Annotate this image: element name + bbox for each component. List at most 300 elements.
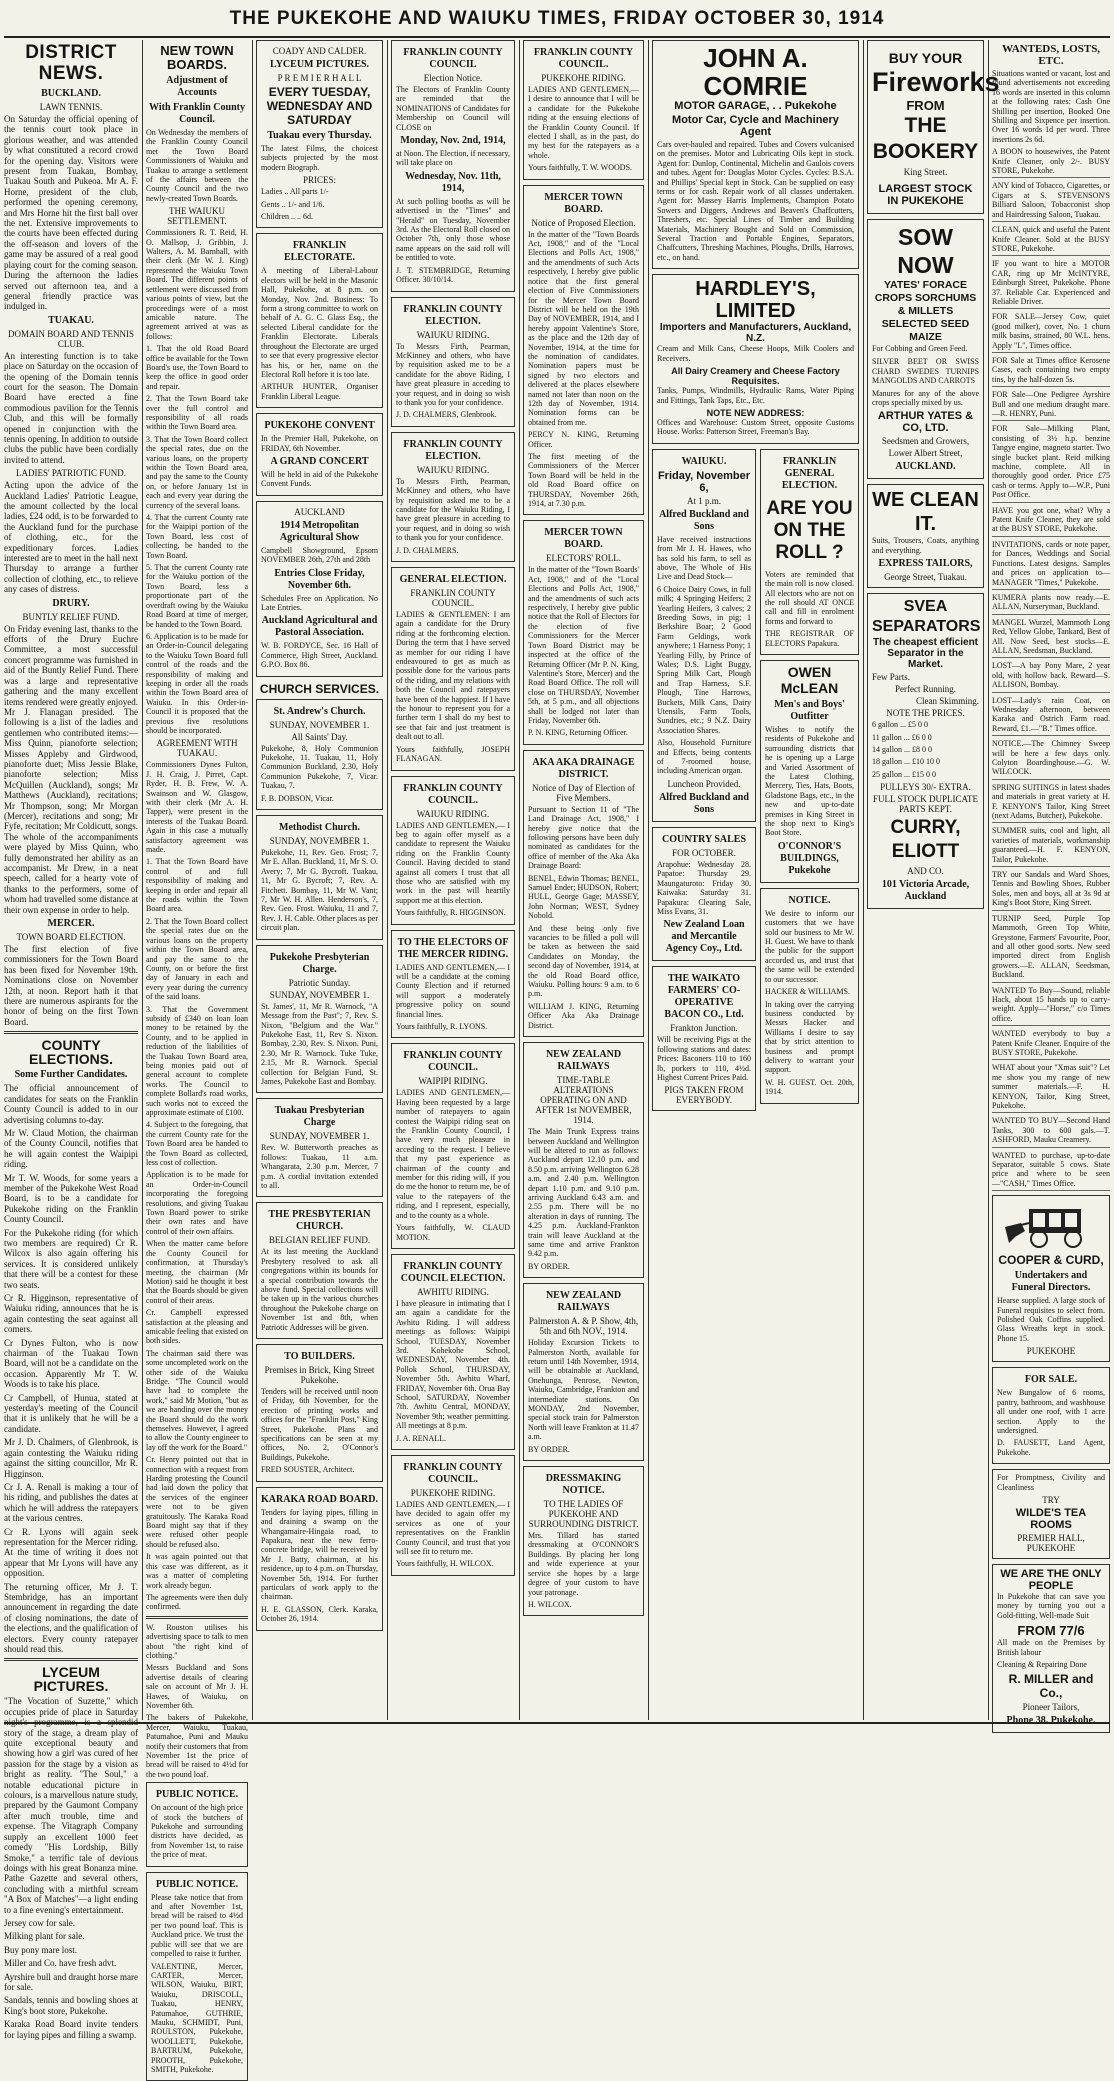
county-text: Cr Dynes Fulton, who is now chairman of the Tuakau Town Board, will not be a candidate on the occasion. Apparently Mr T. W. Woods is to take his place. (4, 1337, 138, 1390)
classified-ad: MANGEL Wurzel, Mammoth Long Red, Yellow Globe, Tankard, Best of All. Now Seed, best stocks—E. ALLAN, Seedsman, Buckland. (992, 618, 1110, 659)
tea-rooms-address: PREMIER HALL, PUKEKOHE (1017, 1532, 1085, 1553)
church-date: SUNDAY, NOVEMBER 1. (269, 719, 370, 730)
hardley-line: Cream and Milk Cans, Cheese Hoops, Milk Coolers and Receivers. (657, 344, 854, 363)
article-paragraph: 4. Subject to the foregoing, that the current County rate for the Town Board area be handed to the Town Board as collected, less cost of collection. (146, 1120, 248, 1168)
karaka-road-board-signature: H. E. GLASSON, Clerk. Karaka, October 26, 1914. (261, 1604, 378, 1624)
cooper-curd-sub: Undertakers and Funeral Directors. (1011, 1270, 1091, 1294)
candidate-ad-riding: AWHITU RIDING. (417, 1286, 489, 1297)
article-paragraph: Commissioners Dynes Fulton, J. H. Craig, J. Pirret, Capt. Ryder, H. B. Frew, W. A. Swainson and W. Glasgow, with their clerk (Mr A. H. Tapper), were present in the interests of the Tuakau Board. Again in this case a mutually satisfactory agreement was made. (146, 760, 248, 855)
article-paragraph: 4. That the current County rate for the Waipipi portion of the Town Board, less cost of collecting, be handed to the Town Board. (146, 513, 248, 560)
notice-text: LADIES AND GENTLEMEN,— I desire to announce that I will be a candidate for the Pukekohe riding at the ensuing elections of the Franklin County Council. If elected I shall, as in the past, do my best for the ratepayers as a whole. (528, 85, 639, 160)
dressmaking-text: Mrs. Tillard has started dressmaking at O'CONNOR'S Buildings. By placing her long and wide experience at your service she hopes by a large degree of your custom to have your patronage. (528, 1531, 639, 1597)
lyceum-ad-price: Ladies .. All parts 1/- (261, 187, 329, 197)
church-text: St. James', 11, Mr R. Warnock, "A Message from the Past"; 7, Rev. S. Nixon, "Belgium and the War." Pukekohe East, 11, Rev S. Nixon. Bombay, 2.30, Rev. S. Nixon. Puni, 2.30, Mr R. Warnock. Tuke Tuke, 2.15, Mr R. Warnock. Special collection for Belgian Fund, St. James, Pukekohe East and Bombay. (261, 1001, 378, 1086)
ladies-fund-heading: LADIES' PATRIOTIC FUND. (15, 468, 127, 479)
article-paragraph: Cr. Henry pointed out that in connection with a request from Harding protesting the Council had laid down the policy that the services of the engineer were not to be given gratuitously. The Karaka Road Board might say that if they were refused other people should be refused also. (146, 1455, 248, 1549)
sale-time: At 1 p.m. (686, 495, 721, 506)
hardley-sub: Importers and Manufacturers, Auckland, N.Z. (659, 322, 852, 345)
dressmaking-sub: TO THE LADIES OF PUKEKOHE AND SURROUNDING DISTRICT. (528, 1499, 639, 1530)
miller-made: All made on the Premises by British labour (997, 1638, 1105, 1657)
candidate-ad-text: I have pleasure in intimating that I am again a candidate for the Awhitu Riding. I will address meetings as follows: Waipipi School, TUESDAY, November 3rd. Kohekohe School, WEDNESDAY, November 4th. Pollok School, THURSDAY, November 5th. Awhitu Wharf, FRIDAY, November 6th. Orua Bay School, SATURDAY, November 7th. Awhitu Central, MONDAY, November 9th; weather permitting. All meetings at 8 p.m. (396, 1298, 510, 1431)
waiuku-settlement-heading: THE WAIUKU SETTLEMENT. (167, 206, 227, 227)
dressmaking-heading: DRESSMAKING NOTICE. (545, 1473, 622, 1497)
notice-signature: P. N. KING, Returning Officer. (528, 728, 628, 738)
masthead-rule (4, 36, 1110, 38)
comrie-sub: MOTOR GARAGE, . . Pukekohe (674, 100, 837, 112)
show-ad-text: Campbell Showground, Epsom NOVEMBER 26th, 27th and 28th (261, 545, 378, 565)
svea-price: 11 gallon ... £6 0 0 (872, 732, 932, 742)
election-notice-heading: FRANKLIN COUNTY COUNCIL (403, 47, 503, 70)
column-county-election-ads (391, 40, 515, 1720)
article-paragraph: 2. That the Town Board take over the full control and responsibility of all roads within the Town Board area. (146, 394, 248, 432)
wanteds-intro: Situations wanted or vacant, lost and found advertisements not exceeding 16 words are inserted in this column at the following rates: Cash One Shilling per insertion, Booked One Shilling and Sixpence per insertion. Over 16 words 1d per word. Three insertions 2s 6d. (992, 69, 1110, 144)
candidate-ad-signature: Yours faithfully, R. LYONS. (396, 1022, 488, 1031)
candidate-ad-riding: WAIUKU RIDING. (416, 464, 490, 475)
bottom-rule (4, 1722, 1110, 1724)
church-text: Pukekohe, 8, Holy Communion Pukekohe, 11. Tuakau, 11, Holy Communion Buckland, 2.30, Holy Communion Pukekohe, 7, Vicar. Tuakau, 7. (261, 743, 378, 791)
classified-ad: IF you want to hire a MOTOR CAR, ring up Mr McINTYRE, Edinburgh Street, Pukekohe. Phone 37. Reliable Car. Experienced and Reliable Driver. (992, 259, 1110, 309)
candidate-ad-signature: Yours faithfully, JOSEPH FLANAGAN. (396, 744, 510, 764)
bungalow-signature: D. FAUSETT, Land Agent, Pukekohe. (997, 1438, 1105, 1457)
lyceum-ad-tuakau: Tuakau every Thursday. (267, 130, 372, 141)
svea-feature: Clean Skimming. (916, 696, 979, 707)
election-notice-sub: Election Notice. (423, 73, 483, 83)
classified-ad: INVITATIONS, cards or note paper, for Dances, Weddings and Social Functions. Latest designs. Samples and prices on application to—MANAGER "Times," Pukekohe. (992, 540, 1110, 590)
church-text: Pukekohe, 11, Rev. Geo. Frost; 7, Mr E. Allan. Buckland, 11, Mr S. O. Avery; 7, Mr G. Bycroft. Tuakau, 11, Mr G. Bycroft; 7, Rev. A. Fitchett. Bombay, 11, Mr W. Vant; 7, Mr W. H. Allen. Henderson's, 7, Rev. Geo. Frost. Waiuku, 11 and 7, Rev. J. H. Cable. Other places as per circuit plan. (261, 848, 378, 933)
yates-crops: YATES' FORACE CROPS SORCHUMS & MILLETS SELECTED SEED MAIZE (874, 279, 977, 343)
classified-ad: SUMMER suits, cool and light, all varieties of materials, workmanship guaranteed.—H. F. KENYON, Tailor, Pukekohe. (992, 826, 1110, 867)
curry-eliott-address: 101 Victoria Arcade, Auckland (881, 879, 970, 903)
svea-sub: The cheapest efficient Separator in the Market. (872, 637, 979, 671)
tuakau-heading: TUAKAU. (48, 314, 94, 326)
classified-ad: CLEAN, quick and useful the Patent Knife Cleaner. Sold at the BUSY STORE, Pukekohe. (992, 225, 1110, 256)
lyceum-ad-price: Gents .. 1/- and 1/6. (261, 199, 325, 209)
classified-ad: WANTED To Buy—Sound, reliable Hack, about 15 hands up to carry-weight. Apply—"Horse," c/o Times office. (992, 986, 1110, 1027)
church-signature: F. B. DOBSON, Vicar. (261, 793, 334, 803)
yates-company: ARTHUR YATES & CO, LTD. (877, 410, 974, 435)
yates-manures: Manures for any of the above crops specially mixed by us. (872, 388, 979, 408)
article-paragraph: Application is to be made for an Order-in-Council incorporating the foregoing resolutions, and giving Tuakau Town Board power to strike their own rates and have control of their own affairs. (146, 1170, 248, 1236)
candidate-ad-signature: Yours faithfully, H. WILCOX. (396, 1559, 494, 1569)
notice-heading: AKA AKA DRAINAGE DISTRICT. (532, 756, 635, 780)
show-ad-city: AUCKLAND (294, 506, 345, 517)
brief-note: Jersey cow for sale. (4, 1917, 75, 1928)
candidate-names: BENEL, Edwin Thomas; BENEL, Samuel Ender; HUDSON, Robert; HULL, George Gage; MASSEY, John Norman; WEST, Sydney Nobold. (528, 873, 639, 921)
lyceum-pictures-text: "The Vocation of Suzette," which occupies pride of place in Saturday night's programme, is a splendid story of the stage, a dream play of quite exceptional beauty and showing how a girl was cured of her passion for the stage by a vision as bright as reality. "The Soul," a notable educational picture in colours, is a marvellous nature study, prepared by the Gaumont Company after much trouble, time and expense. The Vitagraph Company supply an excellent 1000 feet comedy "His Lordship, Billy Smoke," a terrific tale of devious doings with his great Bonanza mine. Pathe Gazette and several others, concluding with a mirthful scream "A Box of Matches"—a light ending to a fine evening's entertainment. (4, 1696, 138, 1915)
mercer-subheading: TOWN BOARD ELECTION. (16, 932, 126, 943)
notice-heading: FRANKLIN COUNTY COUNCIL. (533, 47, 634, 70)
classified-ad: LOST—A bay Pony Mare, 2 year old, with hollow back. Reward—S. ALLISON, Bombay. (992, 661, 1110, 692)
brief-note: Ayrshire bull and draught horse mare for sale. (4, 1971, 138, 1992)
brief-note: The bakers of Pukekohe, Mercer, Waiuku, Tuakau, Patumahoe, Puni and Mauku notify their customers that from November 1st the price of bread will be raised to 4½d for the two pound loaf. (146, 1713, 248, 1779)
drury-text: On Friday evening last, thanks to the efforts of the Drury Euchre Committee, a most successful concert programme was furnished in aid of the Buntly Relief Fund. There was a large and representative gathering and the many excellent items rendered were greatly enjoyed. Mr J. Flanagan presided. The following is a list of the ladies and gentlemen who contributed items:—Miss Quinn, pianoforte selection; Misses Appleby and Girdwood, pianoforte duet; Miss Jessie Blake, pianoforte selection; Miss McQuillen (Auckland), songs; Mr Matthews (Auckland), recitations; Mr Thompson, song; Mr Morgan (Mercer), recitations and song; Mr Fyfe, recitation; Mr Coldicutt, songs. The whole of the accompaniments were played by Miss Quinn, who fully demonstrated her ability as an accompanist. Mr Drew, in a neat speech, called for a hearty vote of thanks to the performers, some of whom had travelled some distance at their own expense in order to help. (4, 623, 138, 915)
country-sales-sub: FOR OCTOBER. (672, 847, 736, 858)
classified-ad: NOTICE.—The Chimney Sweep will be here a few days only. Colyton Boardinghouse.—G. W. WILCOCK. (992, 739, 1110, 780)
lyceum-ad-title: LYCEUM PICTURES. (269, 59, 370, 70)
masthead: THE PUKEKOHE AND WAIUKU TIMES, FRIDAY OCTOBER 30, 1914 (229, 8, 885, 29)
election-notice-signature: J. T. STEMBRIDGE, Returning Officer. 30/10/14. (396, 265, 510, 285)
church-heading: Tuakau Presbyterian Charge (274, 1105, 365, 1129)
show-ad-title: 1914 Metropolitan Agricultural Show (279, 519, 360, 543)
public-notice-heading: PUBLIC NOTICE. (155, 1878, 239, 1890)
fireworks-title: Fireworks (872, 67, 1000, 97)
article-paragraph: 6. Application is to be made for an Order-in-Council delegating to the Waiuku Town Board full control of the roads and the responsibility of making and keeping in order all the roads within the Town Board area of Waiuku. In this Order-in-Council it is proposed that the previous five resolutions should be incorporated. (146, 631, 248, 735)
lyceum-ad-days: EVERY TUESDAY, WEDNESDAY AND SATURDAY (266, 85, 373, 127)
notice-sub: PUKEKOHE RIDING. (541, 73, 626, 83)
yates-address: Lower Albert Street, (888, 448, 963, 459)
church-text: At its last meeting the Auckland Presbytery resolved to ask all congregations within its bounds for a special contribution towards the above fund. Special collections will be taken up in the various churches throughout the Pukekohe charge on November 1st and 8th, when Patriotic Addresses will be given. (261, 1247, 378, 1332)
sale-list: 6 Choice Dairy Cows, in full milk; 4 Springing Heifers; 2 Yearling Heifers, 3 calves; 2 Breeding Sows, in pig; 1 Berkshire Boar; 2 Good Farm Geldings, work anywhere; 1 Harness Pony; 1 Yearling Filly, by Prince of Wales; D.S. Light Buggy, Spring Milk Cart, Plough and Trap Harness, S.F. Plough, Tine Harrows, Buckets, Milk Cans, Dairy Utensils, Farm Tools, Sundries, etc.; 9 N.Z. Dairy Association Shares. (657, 584, 751, 735)
classified-ad: FOR Sale at Times office Kerosene Cases, each containing two empty tins, by the half-dozen 5s. (992, 356, 1110, 387)
sale-lunch: Luncheon Provided. (667, 778, 741, 789)
town-boards-subheading: Adjustment of Accounts (166, 75, 228, 98)
church-date: SUNDAY, NOVEMBER 1. (269, 1131, 370, 1142)
owen-mclean-text: Wishes to notify the residents of Pukekohe and surrounding districts that he is opening up a Large and Varied Assortment of the Latest Clothing, Mercery, Ties, Hats, Boots, Gladstone Bags, etc., in the new and up-to-date premises in King Street in the shop next to King's Boot Store. (765, 724, 854, 838)
clean-it-text: Suits, Trousers, Coats, anything and everything. (872, 536, 979, 555)
candidate-ad-riding: WAIPIPI RIDING. (418, 1076, 488, 1087)
bookery-name: THE BOOKERY (872, 114, 979, 163)
candidate-ad-text: LADIES AND GENTLEMEN,— Having been requested by a large number of ratepayers to again contest the Waipipi riding seat on the Franklin County Council, I have very much pleasure in acceding to the request. I believe that my past experience as chairman of the county and member for this riding will, if you do me the honor to return me, be of value to the ratepayers of the riding, and I represent, especially, and to the county as a whole. (396, 1088, 510, 1220)
bungalow-heading: FOR SALE. (1024, 1374, 1078, 1386)
svea-feature: Few Parts. (872, 672, 910, 683)
lyceum-ad-prices-heading: PRICES: (302, 175, 336, 186)
builders-heading: TO BUILDERS. (284, 1351, 355, 1363)
church-subheading: All Saints' Day. (291, 731, 348, 742)
drury-heading: DRURY. (52, 597, 90, 609)
show-ad-entries: Entries Close Friday, November 6th. (274, 567, 365, 591)
carrier-notice-signature: W. H. GUEST. Oct. 20th, 1914. (765, 1077, 854, 1097)
brief-note: Messrs Buckland and Sons advertise details of clearing sale on account of Mr J. H. Hawes, of Waiuku, on November 6th. (146, 1663, 248, 1710)
karaka-road-board-heading: KARAKA ROAD BOARD. (261, 1493, 378, 1505)
miller-phone: Phone 38. Pukekohe. (1006, 1715, 1096, 1727)
railways-text: Holiday Excursion Tickets to Palmerston North, available for return until 14th November, 1914, will be obtainable at Auckland, Onehunga, Penrose, Newton, Waiuku, Cambridge, Frankton and intermediate stations. On MONDAY, 2nd November, special stock train for Palmerston North will leave Frankton at 11.47 a.m. (528, 1338, 639, 1442)
show-ad-association: Auckland Agricultural and Pastoral Association. (261, 615, 378, 639)
roll-question: ARE YOU ON THE ROLL ? (766, 497, 853, 563)
sow-now-title: SOW NOW (897, 224, 954, 278)
county-text: Cr R. Lyons will again seek representation for the Mercer riding. At the time of writing it does not appear that Mr Lyons will have any opposition. (4, 1526, 138, 1579)
tuakau-text: An interesting function is to take place on Saturday on the occasion of the opening of the Domain tennis court for the season. The Domain Board have erected a fine commodious pavilion for the Tennis Club, and this will be formally opened in conjunction with the tennis opening. In addition to outside clubs the public have been cordially invited to attend. (4, 350, 138, 465)
lawn-tennis-heading: LAWN TENNIS. (39, 102, 103, 112)
cooper-curd-name: COOPER & CURD, (998, 1253, 1104, 1268)
miller-sub: Pioneer Tailors, (1022, 1702, 1080, 1713)
column-display-ads (867, 40, 1000, 1720)
classified-ad: WHAT about your "Xmas suit"? Let me show you my range of new summer materials.—F. H. KENYON, Tailor, King Street, Pukekohe. (992, 1063, 1110, 1113)
candidate-ad-text: LADIES & GENTLEMEN: I am again a candidate for the Drury riding at the forthcoming election. During the term that I have served as member for our riding I have endeavoured to get as much as possible done for the various parts of the riding, and my relations with both the Council and ratepayers have been of the happiest. If I have the honour to represent you for a further term I shall do my best to see that fair and just treatment is dealt out to all. (396, 610, 510, 742)
candidate-ad-riding: WAIUKU RIDING. (416, 329, 490, 340)
sale-date: Friday, November 6, (657, 469, 751, 494)
column-ads-churches (256, 40, 383, 1720)
church-subheading: BELGIAN RELIEF FUND. (268, 1235, 371, 1246)
tuakau-agreement-heading: AGREEMENT WITH TUAKAU. (156, 738, 238, 759)
railways-text: The Main Trunk Express trains between Auckland and Wellington will be altered to run as follows: Auckland depart 12.10 p.m. and 8.50 p.m. arriving Wellington 6.28 a.m. and 2.40 p.m. Wellington depart 1.10 p.m. and 9.10 p.m. arriving Auckland 6.43 a.m. and 2.55 p.m. There will be no alteration in days of running. The 4.25 p.m. Auckland-Frankton train will leave Auckland at the same time and arrive Frankton 9.42 p.m. (528, 1127, 639, 1259)
svea-prices-heading: NOTE THE PRICES. (886, 708, 965, 719)
bacon-co-sub: Frankton Junction. (670, 1023, 738, 1034)
bungalow-text: New Bungalow of 6 rooms, pantry, bathroom, and washhouse all under one roof, with 1 acre section. Apply to the undersigned. (997, 1388, 1105, 1435)
hardley-text: Tanks, Pumps, Windmills, Hydraulic Rams, Water Piping and Fittings, Tank Taps, Etc., Etc. (657, 386, 854, 405)
candidate-ad-heading: FRANKLIN COUNTY COUNCIL. (403, 1050, 503, 1074)
sale-signature: Alfred Buckland and Sons (659, 791, 749, 815)
candidate-ad-heading: FRANKLIN COUNTY COUNCIL. (403, 782, 503, 806)
classified-ad: LOST—Lady's rain Coat, on Wednesday afternoon, between Karaka and Ostrich Farm road. Reward, £1.—"B." Times office. (992, 696, 1110, 737)
classified-ad: SPRING SUITINGS in latest shades and materials in great variety at H. F. KENYON'S Tailor, King Street (next Adams, Butcher), Pukekohe. (992, 783, 1110, 824)
nomination-close-date: Monday, Nov. 2nd, 1914, (400, 135, 506, 147)
general-election-text: Voters are reminded that the main roll is now closed. All electors who are not on the roll should AT ONCE call and fill in enrolment forms and forward to (765, 569, 854, 626)
classified-ad: WANTED TO BUY—Second Hand Tanks, 300 to 600 gals.—T. ASHFORD, Mauku Creamery. (992, 1116, 1110, 1147)
general-election-heading: FRANKLIN GENERAL ELECTION. (781, 455, 838, 491)
article-paragraph: It was again pointed out that this case was different, as it was a matter of completing work already begun. (146, 1552, 248, 1590)
convent-concert-sub: Will be held in aid of the Pukekohe Convent Funds. (261, 469, 378, 489)
yates-seeds-list: SILVER BEET OR SWISS CHARD SWEDES TURNIPS MANGOLDS AND CARROTS (872, 357, 979, 386)
article-paragraph: On Wednesday the members of the Franklin County Council met the Town Board Commissioners of Waiuku and Tuakau to arrange a settlement of the affairs between the County Council and the two newly-created Town Boards. (146, 128, 248, 203)
miller-text: In Pukekohe that can save you money by turning you out a Gold-fitting, Well-made Suit (997, 1591, 1105, 1620)
church-subheading: Patriotic Sunday. (288, 977, 351, 988)
fireworks-buy: BUY YOUR (888, 50, 963, 66)
classified-ad: A BOON to housewives, the Patent Knife Cleaner, only 2/-. BUSY STORE, Pukekohe. (992, 147, 1110, 178)
article-paragraph: When the matter came before the County Council for confirmation, at Thursday's meeting, the chairman (Mr Motion) said he thought it best that the Boards should be given control of their areas. (146, 1239, 248, 1305)
railways-heading: NEW ZEALAND RAILWAYS (545, 1049, 622, 1073)
hearse-illustration (1001, 1203, 1101, 1249)
notice-signature: WILLIAM J. KING, Returning Officer Aka Aka Drainage District. (528, 1001, 639, 1030)
county-text: Cr R. Higginson, representative of Waiuku riding, announces that he is again contesting the seat against all comers. (4, 1293, 138, 1335)
yates-city: AUCKLAND. (895, 461, 956, 473)
svea-pulleys: PULLEYS 30/- EXTRA. (880, 782, 971, 793)
carrier-notice-heading: NOTICE. (788, 894, 831, 906)
convent-concert-text: In the Premier Hall, Pukekohe, on FRIDAY, 6th November. (261, 434, 378, 453)
franklin-electorate-signature: ARTHUR HUNTER, Organiser Franklin Liberal League. (261, 382, 378, 401)
country-sales-text: Arapohue: Wednesday 28. Papatoe: Thursday 29. Maungaturoto: Friday 30. Kaiwaka: Saturday 31. Papakura: Clearing Sale, Miss Evans, 31. (657, 859, 751, 916)
notice-heading: MERCER TOWN BOARD. (544, 191, 623, 215)
candidate-ad-signature: J. A. RENALL. (396, 1433, 446, 1443)
wanteds-list (992, 147, 1110, 1191)
notice-text: The first meeting of the Commissioners of the Mercer Town Board will be held in the old Road Board office on THURSDAY, November 26th, 1914, at 7.30 p.m. (528, 452, 639, 509)
general-election-signature: THE REGISTRAR OF ELECTORS Papakura. (765, 629, 854, 648)
curry-eliott-sub: AND CO. (907, 866, 944, 877)
wanteds-title: WANTEDS, LOSTS, ETC. (1001, 43, 1101, 67)
church-services-heading: CHURCH SERVICES. (259, 681, 380, 696)
railways-signature: BY ORDER. (528, 1444, 570, 1454)
hardley-heading: All Dairy Creamery and Cheese Factory Requisites. (671, 366, 840, 387)
candidate-ad-heading: FRANKLIN COUNTY ELECTION. (403, 438, 503, 462)
nz-loan-heading: New Zealand Loan and Mercantile Agency Coy., Ltd. (663, 919, 745, 955)
county-elections-subheading: Some Further Candidates. (14, 1069, 128, 1081)
classified-ad: TRY our Sandals and Ward Shoes, Tennis and Bowling Shoes, Rubber Soles, men and boys, all at 3s 9d at King's Boot Store, King Street. (992, 870, 1110, 911)
carrier-notice-signature: HACKER & WILLIAMS. (765, 987, 850, 997)
karaka-road-board-text: Tenders for laying pipes, filling in and draining a swamp on the Whangamaire-Hingaia road, to Papakura, near the new ferro-concrete bridge, will be received by Mr J. Batty, chairman, at his residence, up to 4 p.m. on Thursday, November 5th, 1914. For further particulars of work apply to the chairman. (261, 1507, 378, 1602)
classified-ad: FOR Sale—One Pedigree Ayrshire Bull and one medium draught mare.—R. HENRY, Puni. (992, 390, 1110, 421)
bookery-largest: LARGEST STOCK IN PUKEKOHE (878, 183, 973, 207)
show-ad-signature: W. B. FORDYCE, Sec. 16 Hall of Commerce, High Street, Auckland. G.P.O. Box 86. (261, 641, 378, 670)
county-text: For the Pukekohe riding (for which two members are required) Cr R. Wilcox is also again offering his services. It is considered unlikely that there will be a contest for these two seats. (4, 1227, 138, 1290)
grand-concert-title: A GRAND CONCERT (270, 455, 369, 467)
railways-signature: BY ORDER. (528, 1261, 570, 1271)
comrie-name: JOHN A. COMRIE (703, 43, 808, 101)
railways-sub: Palmerston A. & P. Show, 4th, 5th and 6th NOV., 1914. (528, 1316, 639, 1337)
owen-mclean-address: O'CONNOR'S BUILDINGS, Pukekohe (777, 840, 842, 876)
election-notice-text: The Electors of Franklin County are reminded that the NOMINATIONS of Candidates for Membership on Council will CLOSE on (396, 85, 510, 132)
public-notice-text: On account of the high price of stock the butchers of Pukekohe and surrounding districts have decided, as from November 1st, to raise the price of meat. (151, 1803, 243, 1860)
candidate-ad-signature: J. D. CHALMERS. (396, 545, 459, 555)
county-text: The official announcement of candidates for seats on the Franklin County Council is added to in our advertising columns to-day. (4, 1083, 138, 1125)
candidate-ad-heading: TO THE ELECTORS OF THE MERCER RIDING. (397, 936, 509, 960)
miller-headline: WE ARE THE ONLY PEOPLE (1000, 1567, 1102, 1592)
brief-note: Buy pony mare lost. (4, 1944, 77, 1955)
bakers-signatures: VALENTINE, Mercer, CARTER, Mercer, WILSON, Waiuku, BIRT, Waiuku, DRISCOLL, Tuakau, HENRY, Patumahoe, GUTHRIE, Mauku, SCHMIDT, Puni, ROULSTON, Pukekohe, WOOLLETT, Pukekohe, BARTRUM, Pukekohe, PROOTH, Pukekohe, SMITH, Pukekohe. (151, 1961, 243, 2074)
lyceum-ad-price: Children .. .. 6d. (261, 212, 313, 222)
svea-title: SVEA SEPARATORS (872, 598, 981, 636)
church-heading: THE PRESBYTERIAN CHURCH. (268, 1209, 371, 1233)
notice-sub: Notice of Proposed Election. (531, 217, 636, 228)
buckland-heading: BUCKLAND. (41, 88, 101, 99)
convent-concert-heading: PUKEKOHE CONVENT (264, 420, 375, 432)
article-paragraph: 3. That the Government subsidy of £340 on loan loan money to be retained by the County, and to be applied in reduction of the liabilities of the Tuakau Town Board area, being monies paid out of general account to complete works. The Council to complete Bollard's road works, such works not to exceed the approximate estimate of £100. (146, 1004, 248, 1117)
comrie-line: Motor Car, Cycle and Machinery Agent (672, 114, 839, 138)
tea-rooms-try: TRY (1042, 1494, 1060, 1505)
dressmaking-signature: H. WILCOX. (528, 1599, 572, 1609)
bacon-co-tag: PIGS TAKEN FROM EVERYBODY. (664, 1085, 744, 1106)
comrie-text: Cars over-hauled and repaired. Tubes and Covers vulcanised on the premises. Motor and Lubricating Oils kept in stock. Agent for: Dunlop, Continental, Michelin and Gaulois covers and tubes. Agent for: Douglas Motor Cycles. Cycles: B.S.A. and Phillips' Special kept in Stock. Can be supplied on easy terms or for cash. Repair work of all classes undertaken. Agent for: Massey Harris Implements, Champion Potato Sowers and Diggers, Andrews and Beaven's Chaffcutters, Threshers, etc. Special Lines of Timber and Building Materials, Machinery Bought and Sold on Commission, Several Traction and Portable Engines, Separators, Chaffcutters, Threshing Machines, Ploughs, Drills, Harrows, etc., on hand. (657, 140, 854, 262)
public-notice-heading: PUBLIC NOTICE. (155, 1789, 239, 1801)
candidate-ad-text: LADIES AND GENTLEMEN,— I beg to again offer myself as a candidate to represent the Waiuku riding on the Franklin County Council. Having decided to stand against all comers I trust that all those who are satisfied with my work in the past will heartily support me at this election. (396, 820, 510, 905)
candidate-ad-riding: WAIUKU RIDING. (416, 808, 490, 819)
county-text: Mr W. Claud Motion, the chairman of the County Council, notifies that he will again contest the Waipipi riding. (4, 1127, 138, 1170)
hardley-name: HARDLEY'S, LIMITED (695, 278, 816, 323)
lyceum-ad-text: The latest Films, the choicest subjects projected by the most modern Biograph. (261, 144, 378, 172)
election-notice-text: At such polling booths as will be advertised in the "Times" and "Herald" on Tuesday, November 3rd. As the Electoral Roll closed on October 7th, only those whose name appears on the said roll will be entitled to vote. (396, 196, 510, 263)
tuakau-subheading: DOMAIN BOARD AND TENNIS CLUB. (7, 328, 135, 349)
svea-price: 6 gallon ... £5 0 0 (872, 720, 928, 730)
candidate-ad-signature: Yours faithfully, R. HIGGINSON. (396, 908, 506, 918)
brief-note: Milking plant for sale. (4, 1931, 85, 1942)
column-new-town-boards (146, 40, 248, 2074)
article-paragraph: 2. That the Town Board collect the special rates due on the various loans on the property within the Town Board area, and pay the same to the County, on or before the first day of January in each and every year during the currency of the said loans. (146, 916, 248, 1002)
article-paragraph: 5. That the current County rate for the Waiuku portion of the Town Board, less a proportionate part of the overdraft owing by the Waiuku Road Board at time of merger, be handed to the Town Board. (146, 563, 248, 629)
column-notices (523, 40, 644, 1720)
curry-eliott-name: CURRY, ELIOTT (890, 817, 961, 863)
express-tailors-address: George Street, Tuakau. (884, 572, 967, 583)
mercer-text: The first election of five commissioners for the Town Board has been fixed for November 19th. Nominations close on November 12th, at noon. Report hath it that there are numerous aspirants for the honor of being on the first Town Board. (4, 944, 138, 1027)
article-paragraph: 1. That the Town Board have control of and full responsibility of making and keeping in order and repair all the roads within the Town Board area. (146, 857, 248, 914)
candidate-ad-heading: FRANKLIN COUNTY COUNCIL. (403, 1462, 503, 1485)
yates-sub: Seedsmen and Growers, (881, 436, 970, 447)
show-ad-schedules: Schedules Free on Application. No Late Entries. (261, 593, 378, 612)
candidate-ad-riding: FRANKLIN COUNTY COUNCIL. (410, 588, 496, 608)
railways-sub: TIME-TABLE ALTERATIONS OPERATING ON AND AFTER 1st NOVEMBER, 1914. (535, 1075, 632, 1126)
church-text: Rev. W. Butterworth preaches as follows: Tuakau, 11 a.m. Whangarata, 2.30 p.m. Mercer, 7 p.m. A cordial invitation extended to all. (261, 1143, 378, 1190)
bacon-co-heading: THE WAIKATO FARMERS' CO-OPERATIVE BACON CO., Ltd. (664, 973, 744, 1021)
owen-mclean-sub: Men's and Boys' Outfitter (774, 698, 845, 722)
church-heading: St. Andrew's Church. (273, 705, 366, 717)
hardley-address-heading: NOTE NEW ADDRESS: (706, 407, 805, 418)
notice-signature: Yours faithfully, T. W. WOODS. (528, 163, 633, 173)
brief-note: W. Rouston utilises his advertising space to talk to men about "the right kind of clothing." (146, 1622, 248, 1660)
classified-ad: FOR Sale—Milking Plant, consisting of 3½ h.p. benzine Tangye engine, magneto starter. Two single bucket plant. Reid milking machine, complete. All in thoroughly good order. Price £75 cash or terms. Apply to—W.P., Puni Post Office. (992, 424, 1110, 502)
cooper-curd-town: PUKEKOHE (1026, 1346, 1076, 1357)
franklin-electorate-text: A meeting of Liberal-Labour electors will be held in the Masonic Hall, Pukekohe, at 8 p.m. on Monday, Nov. 2nd. Business: To form a strong committee to work on behalf of A. G. C. Glass Esq., the selected Liberal candidate for the Franklin Electorate. Liberals throughout the Electorate are urged to see that every progressive elector has his, or her, name on the Electoral Roll before it is too late. (261, 266, 378, 379)
clean-it-title: WE CLEAN IT. (872, 489, 979, 536)
svea-feature: Perfect Running. (895, 684, 956, 695)
notice-text: And these being only five vacancies to be filled a poll will be taken as between the said Candidates on Monday, the second day of November, 1914, at the old Road Board office, Waiuku. Polling hours: 9 a.m. to 6 p.m. (528, 923, 639, 999)
hardley-address: Offices and Warehouse: Custom Street, opposite Customs House. Works: Patterson Street, Freeman's Bay. (657, 417, 854, 437)
church-heading: Pukekohe Presbyterian Charge. (269, 951, 370, 975)
classified-ad: TURNIP Seed, Purple Top Mammoth, Green Top White, Greystone, Farmers' Favourite, Poor, and all other good sorts. New seed imported direct from English growers.—E. ALLAN, Seedsman, Buckland. (992, 914, 1110, 983)
owen-mclean-name: OWEN McLEAN (780, 663, 839, 696)
notice-sub: Notice of Day of Election of Five Members. (532, 782, 635, 803)
yates-sub: For Cobbing and Green Feed. (872, 344, 968, 353)
mercer-heading: MERCER. (47, 918, 95, 930)
svea-price: 25 gallon ... £15 0 0 (872, 769, 936, 779)
builders-subheading: Premises in Brick, King Street Pukekohe. (264, 1365, 375, 1386)
election-notice-text: at Noon. The Election, if necessary, will take place on (396, 149, 510, 168)
candidate-ad-riding: PUKEKOHE RIDING. (410, 1488, 496, 1498)
sale-text: Have received instructions from Mr J. H. Hawes, who has sold his farm, to sell as above, The Whole of His Live and Dead Stock— (657, 534, 751, 582)
county-text: Cr Campbell, of Hunua, stated at yesterday's meeting of the Council that it is unlikely that he will be a candidate. (4, 1392, 138, 1434)
franklin-electorate-heading: FRANKLIN ELECTORATE. (283, 240, 356, 264)
notice-text: In the matter of the "Town Boards' Act, 1908," and of the "Local Elections and Polls Act, 1908," and the amendments of such acts respectively, I hereby give public notice that the Roll of Electors for the election of five Commissioners for the Mercer Town Board District may be inspected at the office of the Returning Officer (Mr P. N. King, Valentine's Store, Mercer) and the Road Board Office. The roll will close on THURSDAY, November 5th, at 5 p.m., and all objections shall be lodged not later than Friday, November 6th. (528, 565, 639, 725)
builders-signature: FRED SOUSTER, Architect. (261, 1465, 355, 1475)
fireworks-from: FROM (906, 98, 945, 113)
election-date: Wednesday, Nov. 11th, 1914, (405, 170, 501, 194)
sale-text: Also, Household Furniture and Effects, being contents of 7-roomed house, including American organ. (657, 738, 751, 776)
candidate-ad-text: LADIES AND GENTLEMEN,— I have decided to again offer my services as one of your representatives on the Franklin County Council, and trust that you will see fit to return me. (396, 1500, 510, 1557)
ladies-fund-text: Acting upon the advice of the Auckland Ladies' Patriotic League, the amount collected by the local ladies, £24 odd, is to be forwarded to the Auckland fund for the purchase of clothing, etc., for the expeditionary forces. Ladies interested are to meet in the hall next Thursday to arrange a further collection of clothing, etc., to relieve any cases of distress. (4, 480, 138, 595)
candidate-ad-signature: Yours faithfully, W. CLAUD MOTION. (396, 1223, 510, 1242)
article-paragraph: Cr. Campbell expressed satisfaction at the pleasing and amicable feeling that existed on both sides. (146, 1308, 248, 1346)
church-date: SUNDAY, NOVEMBER 1. (269, 989, 370, 1000)
sale-firm: Alfred Buckland and Sons (659, 508, 749, 532)
classified-ad: KUMERA plants now ready.—E. ALLAN, Nurseryman, Buckland. (992, 593, 1110, 615)
lyceum-pictures-heading: LYCEUM PICTURES. (33, 1664, 109, 1695)
miller-name: R. MILLER and Co., (1008, 1672, 1094, 1701)
column-business-ads (652, 40, 859, 1720)
notice-heading: MERCER TOWN BOARD. (544, 527, 623, 551)
candidate-ad-heading: FRANKLIN COUNTY ELECTION. (403, 303, 503, 327)
express-tailors: EXPRESS TAILORS, (878, 558, 973, 570)
public-notice-text: Please take notice that from and after November 1st, bread will be raised to 4½d per two pound loaf. This is Auckland price. We trust the public will see that we are compelled to raise it further. (151, 1892, 243, 1959)
town-boards-subheading: With Franklin County Council. (149, 102, 245, 125)
county-text: The returning officer, Mr J. T. Stembridge, has an important announcement in regarding the date of closing nominations, the date of the elections, and the qualification of electors. Every county ratepayer should read this. (4, 1581, 138, 1654)
classified-ad: HAVE you got one, what? Why a Patent Knife Cleaner, they are sold at the BUSY STORE, Pukekohe. (992, 506, 1110, 537)
cooper-curd-text: Hearse supplied. A large stock of Funeral requisites to select from. Polished Oak Coffins supplied. Glass Wreaths kept in stock. Phone 15. (997, 1296, 1105, 1343)
notice-sub: ELECTORS' ROLL. (546, 553, 621, 564)
church-date: SUNDAY, NOVEMBER 1. (269, 836, 370, 847)
carrier-notice-text: In taking over the carrying business conducted by Messrs Hacker and Williams I desire to say that by strict attention to business and prompt delivery to warrant your support. (765, 999, 854, 1075)
classified-ad: FOR SALE—Jersey Cow, quiet (good milker), cover, No. 1 churn milk basins, strained, 80 W.L. hens. Apply "L", Times office. (992, 312, 1110, 353)
lyceum-ad-hall: P R E M I E R H A L L (277, 73, 362, 83)
bookery-street: King Street. (903, 167, 948, 177)
candidate-ad-heading: GENERAL ELECTION. (399, 574, 507, 585)
carrier-notice-text: We desire to inform our customers that we have sold our business to Mr W. H. Guest. We have to thank the public for the support accorded us, and trust that the same will be extended to our successor. (765, 908, 854, 984)
notice-text: Pursuant to Section 11 of "The Land Drainage Act, 1908," I hereby give notice that the following persons have been duly nominated as candidates for the office of member of the Aka Aka Drainage Board: (528, 804, 639, 871)
classified-ad: ANY kind of Tobacco, Cigarettes, or Cigars at S. STEVENSON'S Billiard Saloon, Tobacconist shop and Hairdressing Saloon, Tuakau. (992, 181, 1110, 222)
article-paragraph: The chairman said there was some uncompleted work on the other side of the Waiuku Bridge. "The Council would have had to complete the work," said Mr Motion, "but as we are handing over the money the Board should do the work themselves. However, I agreed to allow the County engineer to lay off the work for the Board." (146, 1348, 248, 1452)
column-district-news (4, 40, 138, 2040)
county-elections-heading: COUNTY ELECTIONS. (28, 1037, 113, 1068)
notice-signature: PERCY N. KING, Returning Officer. (528, 430, 639, 449)
country-sales-heading: COUNTRY SALES (661, 833, 747, 845)
miller-repair: Cleaning & Repairing Done (997, 1659, 1087, 1669)
notice-text: In the matter of the "Town Boards Act, 1908," and of the "Local Elections and Polls Act, 1908," and the amendments of such Acts respectively, I hereby give public notice that the first general election of Five Commissioners for the Mercer Town Board District will be held on the 19th Day of NOVEMBER, 1914, and I hereby appoint Valentine's Store, as the place and the 12th day of November, 1914, at the time for the nomination of candidates. Nomination papers must be signed by two electors and delivered at the places elsewhere named not later than noon on the 12th day of November, 1914. Nomination forms can be obtained from me. (528, 229, 639, 427)
district-news-title: DISTRICT NEWS. (25, 42, 117, 84)
candidate-ad-text: To Messrs Firth, Pearman, McKinney and others, who have by requisition asked me to be a candidate for the Waiuku Riding, I have great pleasure in acceding to your request, and in doing so wish to thank you for your confidence. (396, 476, 510, 543)
article-paragraph: The agreements were then duly confirmed. (146, 1592, 248, 1612)
county-text: Mr T. W. Woods, for some years a member of the Pukekohe West Road Board, is to be a candidate for Pukekohe riding on the Franklin County Council. (4, 1172, 138, 1225)
new-town-boards-title: NEW TOWN BOARDS. (160, 43, 234, 72)
classified-ad: WANTED to purchase, up-to-date Separator, suitable 5 cows. State price and where to be seen—"CASH," Times Office. (992, 1151, 1110, 1192)
svea-price: 18 gallon ... £10 10 0 (872, 757, 940, 767)
column-wanteds (992, 40, 1110, 1727)
brief-note: Miller and Co. have fresh advt. (4, 1958, 117, 1969)
article-paragraph: 3. That the Town Board collect the special rates, due on the various loans, on the property within the Town Board area, and pay the same to the County on, or before January 1st in each and every year during the currency of the several loans. (146, 434, 248, 510)
